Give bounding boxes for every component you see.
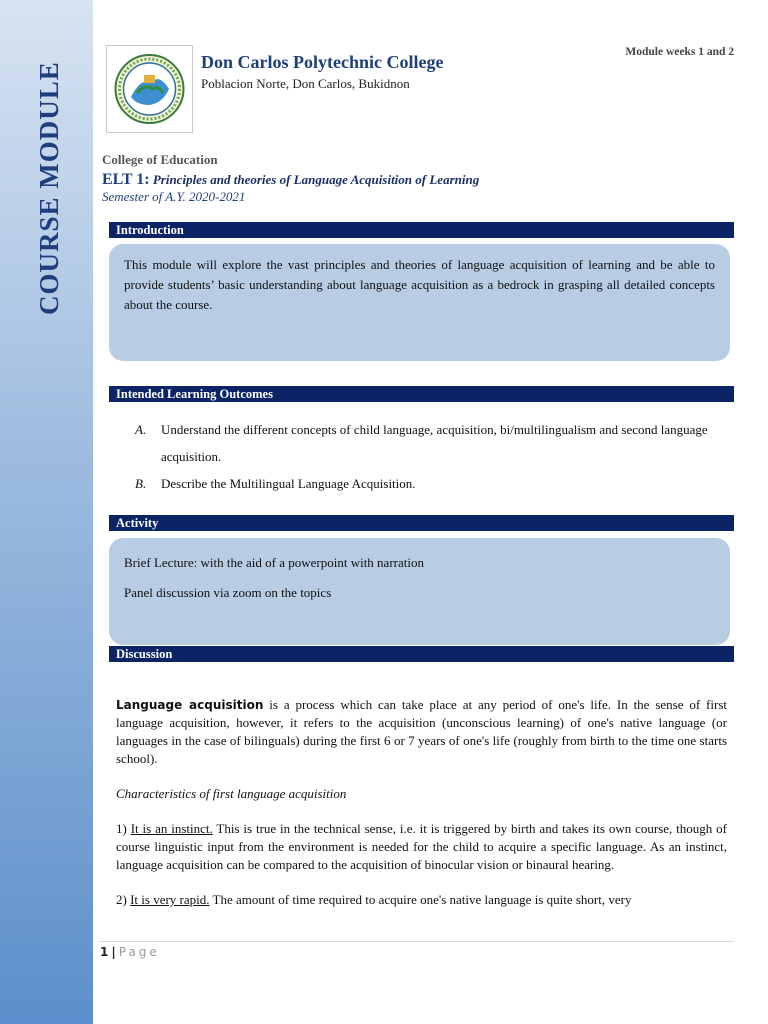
item-number: 1) xyxy=(116,821,131,836)
discussion-heading: Discussion xyxy=(109,646,734,662)
side-banner xyxy=(0,0,93,1024)
activity-item: Panel discussion via zoom on the topics xyxy=(124,585,332,600)
outcomes-list xyxy=(135,416,715,497)
item-label: It is an instinct. xyxy=(130,821,213,836)
module-weeks: Module weeks 1 and 2 xyxy=(625,46,734,58)
outcome-letter: A. xyxy=(135,422,147,437)
activity-panel xyxy=(109,538,730,645)
college-address: Poblacion Norte, Don Carlos, Bukidnon xyxy=(201,76,410,91)
outcome-text: Describe the Multilingual Language Acquisition. xyxy=(161,476,416,491)
college-name: Don Carlos Polytechnic College xyxy=(201,52,444,72)
course-heading xyxy=(102,171,479,189)
department: College of Education xyxy=(102,152,218,167)
outcome-text: Understand the different concepts of child language, acquisition, bi/multilingualism and second language acquisition. xyxy=(161,422,708,464)
discussion-paragraph xyxy=(116,891,727,909)
course-title: Principles and theories of Language Acquisition of Learning xyxy=(152,172,480,187)
page-label: Page xyxy=(118,945,160,959)
paragraph-text: The amount of time required to acquire one's native language is quite short, very xyxy=(209,892,632,907)
outcome-item xyxy=(135,416,715,470)
activity-heading: Activity xyxy=(109,515,734,531)
page-number: 1 xyxy=(100,945,109,959)
item-label: It is very rapid. xyxy=(130,892,210,907)
discussion-body xyxy=(116,696,727,926)
college-logo xyxy=(106,45,193,133)
introduction-heading: Introduction xyxy=(109,222,734,238)
key-term: Language acquisition xyxy=(116,698,264,712)
activity-item: Brief Lecture: with the aid of a powerpoint with narration xyxy=(124,555,424,570)
footer-divider xyxy=(99,941,734,942)
paragraph-text: is a process which can take place at any period of one's life. In the sense of first language acquisition, however, it refers to the acquisition (unconscious learning) of one's native language (or languages in the case of bilinguals) during the first 6 or 7 years of one's life (roughly from birth to the time one starts school). xyxy=(116,697,727,766)
introduction-text: This module will explore the vast principles and theories of language acquisition of learning and be able to provide students’ basic understanding about language acquisition as a bedrock in grasping all detailed concepts about the course. xyxy=(124,257,715,312)
discussion-subheading: Characteristics of first language acquisition xyxy=(116,786,347,801)
item-number: 2) xyxy=(116,892,131,907)
introduction-panel xyxy=(109,244,730,361)
outcome-letter: B. xyxy=(135,476,147,491)
outcome-item xyxy=(135,470,715,497)
college-seal-icon xyxy=(113,53,186,125)
semester: Semester of A.Y. 2020-2021 xyxy=(102,189,246,204)
course-code: ELT 1: xyxy=(102,171,150,188)
outcomes-heading: Intended Learning Outcomes xyxy=(109,386,734,402)
page-footer xyxy=(100,945,160,959)
discussion-paragraph xyxy=(116,820,727,874)
discussion-paragraph xyxy=(116,696,727,768)
side-title: COURSE MODULE xyxy=(34,61,64,315)
paragraph-text: This is true in the technical sense, i.e. it is triggered by birth and takes its own course, though of course linguistic input from the environment is needed for the child to acquire a specific language. As an instinct, language acquisition can be compared to the acquisition of binocular vision or binaural hearing. xyxy=(116,821,727,872)
footer-separator: | xyxy=(111,945,116,959)
